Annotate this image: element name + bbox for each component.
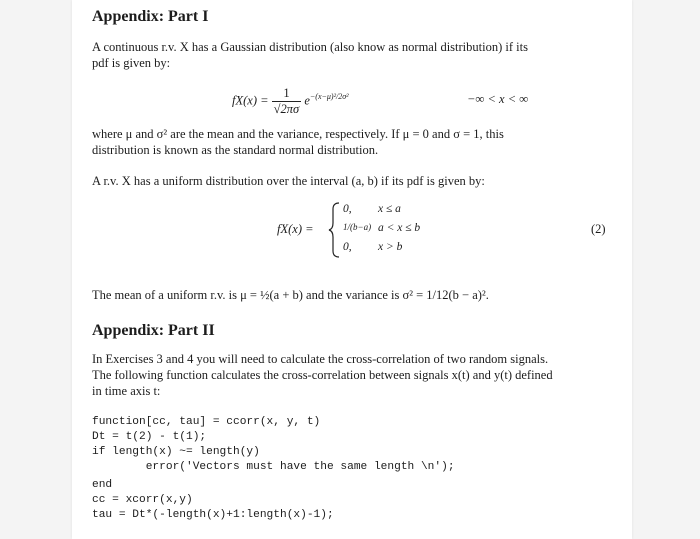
gaussian-exponent: −(x−μ)²/2σ² xyxy=(309,92,349,102)
mean-variance-line: The mean of a uniform r.v. is μ = ½(a + b) and the variance is σ² = 1/12(b − a)². xyxy=(92,288,489,302)
case-1-value: 0, xyxy=(343,203,352,215)
case-3-condition: x > b xyxy=(378,241,403,253)
gaussian-denominator: √2πσ xyxy=(273,102,300,116)
code-line-6: cc = xcorr(x,y) xyxy=(92,494,193,506)
part2-line-2: The following function calculates the cross-correlation between signals x(t) and y(t) defined xyxy=(92,368,553,382)
code-line-2: Dt = t(2) - t(1); xyxy=(92,431,207,443)
where-line-1: where μ and σ² are the mean and the variance, respectively. If μ = 0 and σ = 1, this xyxy=(92,127,504,141)
case-3-value: 0, xyxy=(343,241,352,253)
code-line-3: if length(x) ~= length(y) xyxy=(92,446,260,458)
intro-line-1: A continuous r.v. X has a Gaussian distribution (also know as normal distribution) if its xyxy=(92,40,528,54)
gaussian-fraction xyxy=(272,86,302,117)
where-line-2: distribution is known as the standard normal distribution. xyxy=(92,143,379,157)
gaussian-numerator: 1 xyxy=(272,86,302,102)
uniform-intro: A r.v. X has a uniform distribution over the interval (a, b) if its pdf is given by: xyxy=(92,174,485,188)
equation-number: (2) xyxy=(591,222,606,236)
code-line-7: tau = Dt*(-length(x)+1:length(x)-1); xyxy=(92,509,334,521)
gaussian-e: e xyxy=(304,93,310,108)
code-line-5: end xyxy=(92,479,113,491)
code-line-1: function[cc, tau] = ccorr(x, y, t) xyxy=(92,416,321,428)
intro-line-2: pdf is given by: xyxy=(92,56,171,70)
gaussian-range: −∞ < x < ∞ xyxy=(467,92,529,106)
uniform-lhs: fX(x) = xyxy=(277,222,314,236)
part2-line-1: In Exercises 3 and 4 you will need to calculate the cross-correlation of two random signals. xyxy=(92,352,549,366)
part1-title: Appendix: Part I xyxy=(92,8,209,25)
gaussian-lhs: fX(x) = xyxy=(232,93,269,108)
case-2-condition: a < x ≤ b xyxy=(378,222,421,234)
uniform-brace xyxy=(328,201,342,259)
part2-line-3: in time axis t: xyxy=(92,384,161,398)
part2-title: Appendix: Part II xyxy=(92,322,215,339)
case-2-value: 1/(b−a) xyxy=(343,222,372,232)
code-line-4: error('Vectors must have the same length \n'); xyxy=(92,461,455,473)
case-1-condition: x ≤ a xyxy=(378,203,401,215)
document-page xyxy=(72,0,632,539)
gaussian-equation xyxy=(232,86,349,117)
